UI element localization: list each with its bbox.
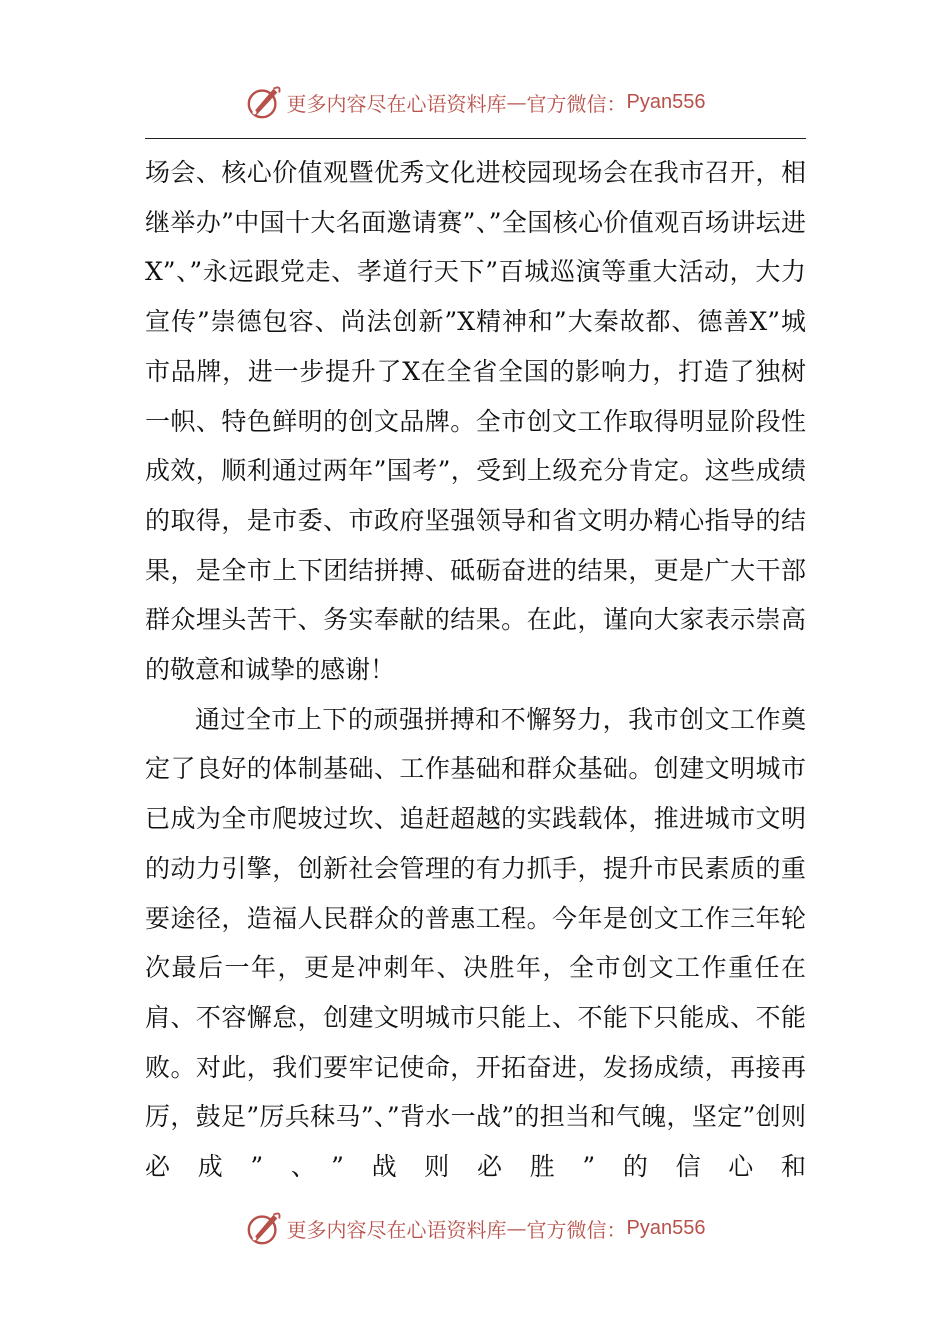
document-body: [145, 148, 806, 1192]
header-wechat-id: Pyan556: [626, 90, 706, 113]
paragraph-1: 场会、核心价值观暨优秀文化进校园现场会在我市召开，相继举办”中国十大名面邀请赛”、”全国核心价值观百场讲坛进X”、”永远跟党走、孝道行天下”百城巡演等重大活动，大力宣传”崇德包容、尚法创新”X精神和”大秦故都、德善X”城市品牌，进一步提升了X在全省全国的影响力，打造了独树一帜、特色鲜明的创文品牌。全市创文工作取得明显阶段性成效，顺利通过两年”国考”，受到上级充分肯定。这些成绩的取得，是市委、市政府坚强领导和省文明办精心指导的结果，是全市上下团结拼搏、砥砺奋进的结果，更是广大干部群众埋头苦干、务实奉献的结果。在此，谨向大家表示崇高的敬意和诚挚的感谢！: [145, 158, 806, 685]
header-separator: —: [506, 90, 527, 114]
header-divider: [145, 138, 806, 139]
paragraph-2: 通过全市上下的顽强拼搏和不懈努力，我市创文工作奠定了良好的体制基础、工作基础和群众基础。创建文明城市已成为全市爬坡过坎、追赶超越的实践载体，推进城市文明的动力引擎，创新社会管理的有力抓手，提升市民素质的重要途径，造福人民群众的普惠工程。今年是创文工作三年轮次最后一年，更是冲刺年、决胜年，全市创文工作重任在肩、不容懈怠，创建文明城市只能上、不能下只能成、不能败。对此，我们要牢记使命，开拓奋进，发扬成绩，再接再厉，鼓足”厉兵秣马”、”背水一战”的担当和气魄，坚定”创则必成”、”战则必胜”的信心和: [145, 704, 806, 1182]
header-sub-text: 官方微信：: [526, 91, 627, 116]
footer-sub-text: 官方微信：: [526, 1217, 627, 1242]
header-main-text: 更多内容尽在心语资料库: [286, 91, 507, 116]
footer-banner: [0, 1208, 950, 1248]
footer-separator: —: [506, 1216, 527, 1240]
footer-main-text: 更多内容尽在心语资料库: [286, 1217, 507, 1242]
quill-pen-icon: [245, 83, 283, 121]
footer-wechat-id: Pyan556: [626, 1216, 706, 1239]
quill-pen-icon: [245, 1209, 283, 1247]
header-banner: [0, 82, 950, 122]
